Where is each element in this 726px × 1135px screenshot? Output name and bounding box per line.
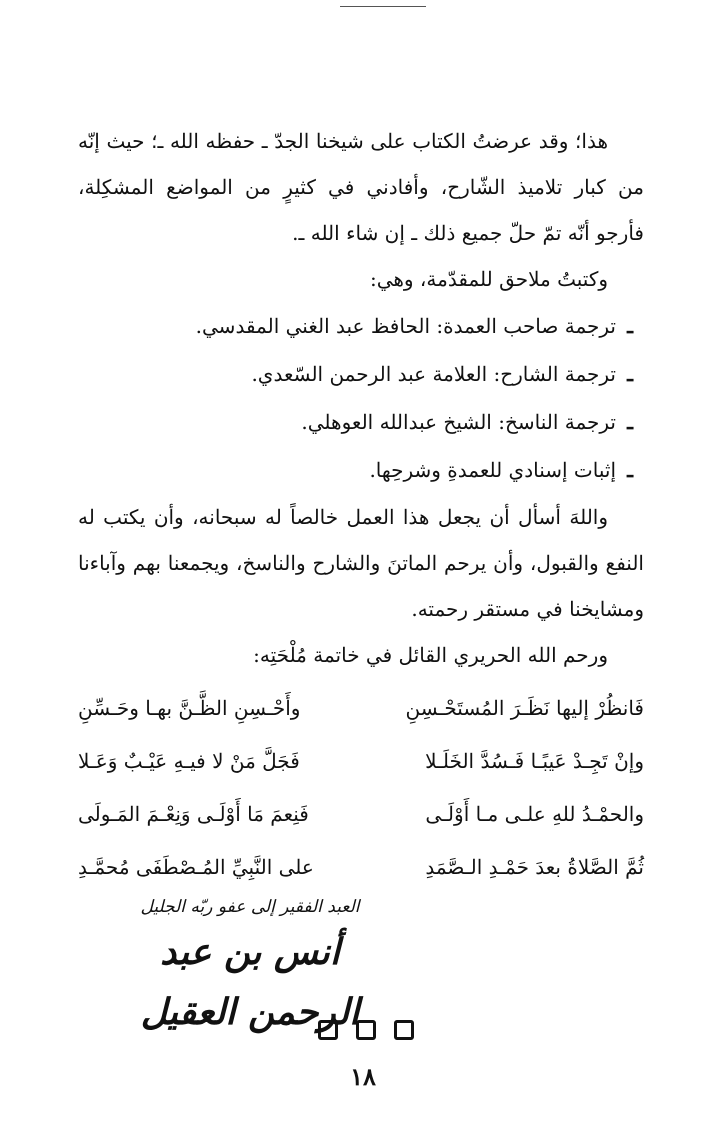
signature-title: العبد الفقير إلى عفو ربّه الجليل: [140, 897, 360, 917]
poem: [78, 682, 644, 894]
list-item: [78, 398, 644, 446]
list-item-text: إثبات إسنادي للعمدةِ وشرحِها.: [369, 458, 616, 482]
verse-first-hemistich: فَانظُرْ إليها نَظَـرَ المُستَحْـسِنِ: [405, 696, 644, 720]
poem-verse: [78, 788, 644, 841]
list-item: [78, 350, 644, 398]
paragraph: ورحم الله الحريري القائل في خاتمة مُلْحَتِه:: [253, 643, 608, 667]
paragraph: هذا؛ وقد عرضتُ الكتاب على شيخنا الجدّ ـ حفظه الله ـ؛ حيث إنّه من كبار تلاميذ الشّارح، وأفادني في كثيرٍ من المواضع المشكِلة، فأرجو أنّه تمّ حلّ جميع ذلك ـ إن شاء الله ـ.: [78, 129, 644, 245]
list-item: [78, 446, 644, 494]
signature-name: أنس بن عبد الرحمن العقيل: [140, 931, 360, 1033]
paragraph: وكتبتُ ملاحق للمقدّمة، وهي:: [369, 267, 608, 291]
verse-first-hemistich: والحمْـدُ للهِ علـى مـا أَوْلَـى: [425, 802, 644, 826]
top-rule: [340, 6, 426, 7]
list-marker: ـ: [627, 314, 633, 338]
ornament-box-icon: [356, 1020, 376, 1040]
verse-second-hemistich: فَجَلَّ مَنْ لا فيـهِ عَيْـبٌ وَعَـلا: [78, 749, 300, 773]
list-marker: ـ: [627, 410, 633, 434]
verse-second-hemistich: على النَّبِيِّ المُـصْطَفَى مُحمَّـدِ: [78, 855, 314, 879]
page-number: ١٨: [350, 1062, 376, 1091]
list-item-text: ترجمة الشارح: العلامة عبد الرحمن السّعدي.: [251, 362, 616, 386]
page-body: [78, 118, 644, 678]
list-item-text: ترجمة صاحب العمدة: الحافظ عبد الغني المقدسي.: [195, 314, 616, 338]
verse-second-hemistich: فَنِعمَ مَا أَوْلَـى وَنِعْـمَ المَـولَى: [78, 802, 309, 826]
poem-verse: [78, 682, 644, 735]
ornament-box-icon: [318, 1020, 338, 1040]
poem-verse: [78, 841, 644, 894]
poem-verse: [78, 735, 644, 788]
list-item-text: ترجمة الناسخ: الشيخ عبدالله العوهلي.: [301, 410, 616, 434]
ornament-boxes: [318, 1020, 414, 1040]
verse-first-hemistich: وإنْ تَجِـدْ عَيبًـا فَـسُدَّ الخَلَـلا: [425, 749, 644, 773]
verse-second-hemistich: وأَحْـسِنِ الظَّـنَّ بهـا وحَـسِّنِ: [78, 696, 301, 720]
paragraph: واللهَ أسأل أن يجعل هذا العمل خالصاً له سبحانه، وأن يكتب له النفع والقبول، وأن يرحم الماتنَ والشارح والناسخ، ويجمعنا بهم وآباءنا ومشايخنا في مستقر رحمته.: [78, 505, 644, 621]
list-marker: ـ: [627, 362, 633, 386]
verse-first-hemistich: ثُمَّ الصَّلاةُ بعدَ حَمْـدِ الـصَّمَدِ: [425, 855, 644, 879]
appendix-list: [78, 302, 644, 494]
list-item: [78, 302, 644, 350]
list-marker: ـ: [627, 458, 633, 482]
ornament-box-icon: [394, 1020, 414, 1040]
